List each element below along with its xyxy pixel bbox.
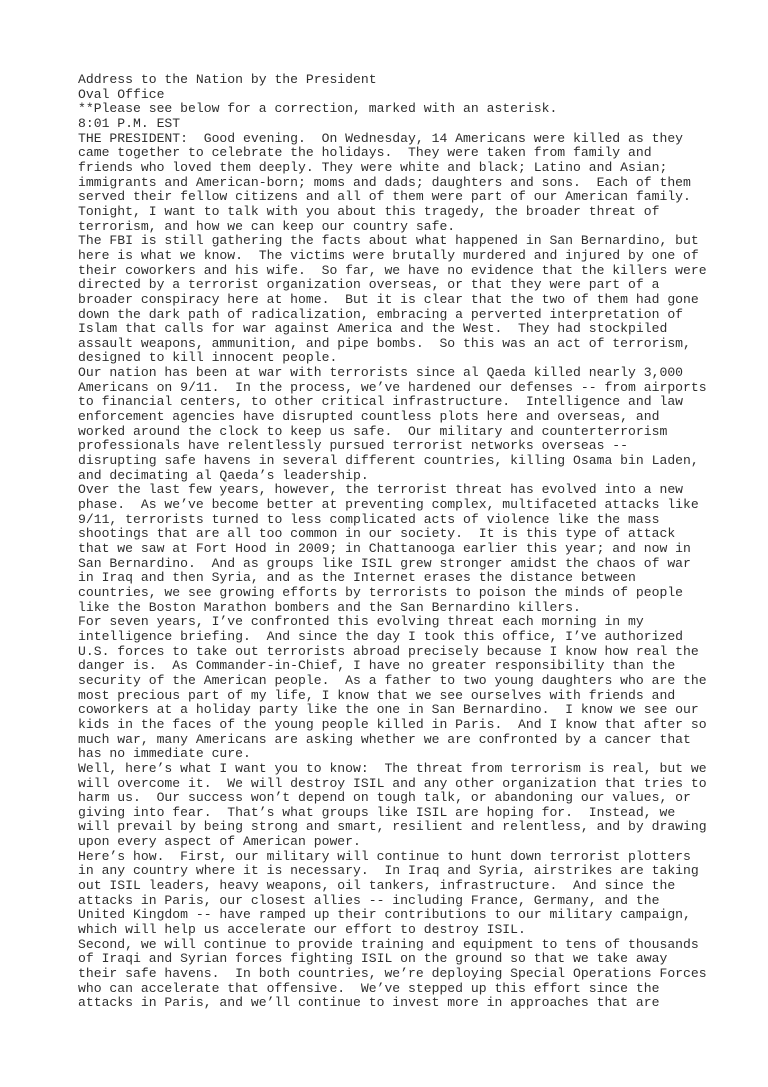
text-line: U.S. forces to take out terrorists abroad precisely because I know how real the	[78, 643, 699, 659]
text-line: attacks in Paris, our closest allies -- including France, Germany, and the	[78, 892, 660, 908]
text-line: The FBI is still gathering the facts about what happened in San Bernardino, but	[78, 233, 699, 249]
text-line: harm us. Our success won’t depend on tough talk, or abandoning our values, or	[78, 790, 691, 806]
text-line: phase. As we’ve become better at preventing complex, multifaceted attacks like	[78, 497, 699, 513]
text-line: countries, we see growing efforts by terrorists to poison the minds of people	[78, 584, 684, 600]
text-line: most precious part of my life, I know that we see ourselves with friends and	[78, 687, 676, 703]
text-line: has no immediate cure.	[78, 746, 251, 762]
text-line: of Iraqi and Syrian forces fighting ISIL on the ground so that we take away	[78, 951, 668, 967]
text-line: much war, many Americans are asking whether we are confronted by a cancer that	[78, 731, 691, 747]
text-line: friends who loved them deeply. They were white and black; Latino and Asian;	[78, 159, 668, 175]
text-line: security of the American people. As a father to two young daughters who are the	[78, 672, 707, 688]
text-line: 8:01 P.M. EST	[78, 115, 181, 131]
text-line: coworkers at a holiday party like the one in San Bernardino. I know we see our	[78, 702, 699, 718]
text-line: in any country where it is necessary. In Iraq and Syria, airstrikes are taking	[78, 863, 699, 879]
text-line: served their fellow citizens and all of them were part of our American family.	[78, 189, 691, 205]
text-line: which will help us accelerate our effort to destroy ISIL.	[78, 922, 526, 938]
text-line: For seven years, I’ve confronted this evolving threat each morning in my	[78, 614, 644, 630]
text-line: attacks in Paris, and we’ll continue to invest more in approaches that are	[78, 995, 660, 1011]
text-line: Americans on 9/11. In the process, we’ve hardened our defenses -- from airports	[78, 379, 707, 395]
text-line: **Please see below for a correction, marked with an asterisk.	[78, 101, 558, 117]
text-line: kids in the faces of the young people killed in Paris. And I know that after so	[78, 716, 707, 732]
text-line: upon every aspect of American power.	[78, 834, 361, 850]
text-line: out ISIL leaders, heavy weapons, oil tankers, infrastructure. And since the	[78, 878, 676, 894]
document-body	[78, 73, 707, 1011]
text-line: who can accelerate that offensive. We’ve stepped up this effort since the	[78, 980, 660, 996]
text-line: shootings that are all too common in our society. It is this type of attack	[78, 526, 676, 542]
text-line: THE PRESIDENT: Good evening. On Wednesday, 14 Americans were killed as they	[78, 130, 684, 146]
text-line: Second, we will continue to provide training and equipment to tens of thousands	[78, 936, 699, 952]
text-line: broader conspiracy here at home. But it is clear that the two of them had gone	[78, 291, 699, 307]
text-line: Islam that calls for war against America and the West. They had stockpiled	[78, 321, 668, 337]
text-line: San Bernardino. And as groups like ISIL grew stronger amidst the chaos of war	[78, 555, 691, 571]
text-line: their coworkers and his wife. So far, we have no evidence that the killers were	[78, 262, 707, 278]
text-line: that we saw at Fort Hood in 2009; in Chattanooga earlier this year; and now in	[78, 541, 691, 556]
text-line: assault weapons, ammunition, and pipe bombs. So this was an act of terrorism,	[78, 335, 691, 351]
text-line: immigrants and American-born; moms and dads; daughters and sons. Each of them	[78, 174, 691, 190]
text-line: here is what we know. The victims were brutally murdered and injured by one of	[78, 247, 699, 263]
text-line: disrupting safe havens in several different countries, killing Osama bin Laden,	[78, 453, 699, 469]
text-line: Over the last few years, however, the terrorist threat has evolved into a new	[78, 482, 684, 498]
text-line: will prevail by being strong and smart, resilient and relentless, and by drawing	[78, 819, 707, 835]
text-line: enforcement agencies have disrupted countless plots here and overseas, and	[78, 409, 660, 425]
text-line: professionals have relentlessly pursued terrorist networks overseas --	[78, 438, 629, 454]
text-line: worked around the clock to keep us safe. Our military and counterterrorism	[78, 423, 668, 439]
text-line: their safe havens. In both countries, we’re deploying Special Operations Forces	[78, 966, 707, 982]
text-line: came together to celebrate the holidays. They were taken from family and	[78, 145, 652, 161]
text-line: terrorism, and how we can keep our country safe.	[78, 218, 456, 234]
text-line: Oval Office	[78, 86, 165, 102]
text-line: United Kingdom -- have ramped up their contributions to our military campaign,	[78, 907, 691, 923]
text-line: intelligence briefing. And since the day I took this office, I’ve authorized	[78, 628, 684, 644]
text-line: like the Boston Marathon bombers and the San Bernardino killers.	[78, 599, 581, 615]
text-line: danger is. As Commander-in-Chief, I have no greater responsibility than the	[78, 658, 676, 674]
text-line: down the dark path of radicalization, embracing a perverted interpretation of	[78, 306, 684, 322]
text-line: Our nation has been at war with terrorists since al Qaeda killed nearly 3,000	[78, 365, 684, 381]
text-line: giving into fear. That’s what groups like ISIL are hoping for. Instead, we	[78, 804, 676, 820]
text-line: Here’s how. First, our military will continue to hunt down terrorist plotters	[78, 848, 691, 864]
text-line: directed by a terrorist organization overseas, or that they were part of a	[78, 277, 660, 293]
text-line: 9/11, terrorists turned to less complicated acts of violence like the mass	[78, 511, 660, 527]
text-line: and decimating al Qaeda’s leadership.	[78, 467, 369, 483]
text-line: designed to kill innocent people.	[78, 350, 338, 366]
text-line: will overcome it. We will destroy ISIL and any other organization that tries to	[78, 775, 707, 791]
text-line: Tonight, I want to talk with you about this tragedy, the broader threat of	[78, 203, 660, 219]
text-line: to financial centers, to other critical infrastructure. Intelligence and law	[78, 394, 684, 410]
text-line: Address to the Nation by the President	[78, 72, 377, 87]
text-line: Well, here’s what I want you to know: The threat from terrorism is real, but we	[78, 760, 707, 776]
text-line: in Iraq and then Syria, and as the Internet erases the distance between	[78, 570, 636, 586]
